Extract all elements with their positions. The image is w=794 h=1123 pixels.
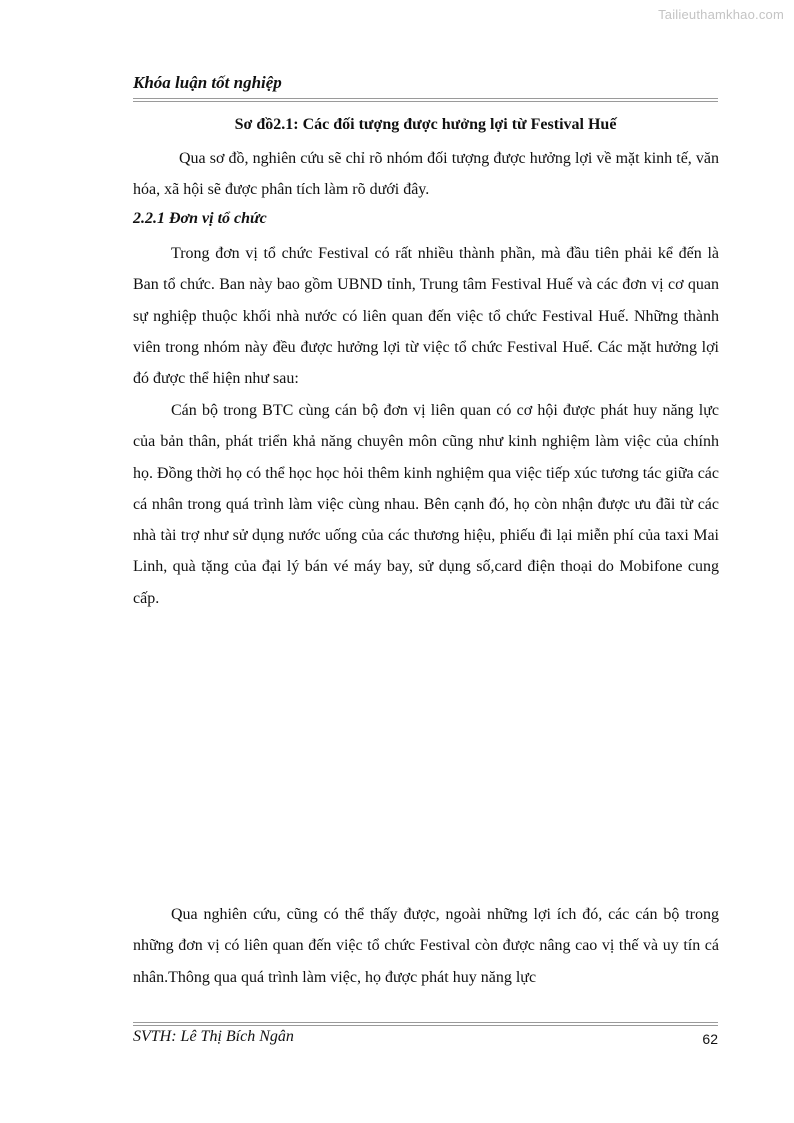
diagram-caption: Sơ đồ2.1: Các đối tượng được hưởng lợi từ Festival Huế: [234, 116, 617, 133]
body-paragraph-benefits: Cán bộ trong BTC cùng cán bộ đơn vị liên quan có cơ hội được phát huy năng lực của bản thân, phát triển khả năng chuyên môn cũng như kinh nghiệm làm việc của chính họ. Đồng thời họ có thể học học hỏi thêm kinh nghiệm qua việc tiếp xúc tương tác giữa các cá nhân trong quá trình làm việc cùng nhau. Bên cạnh đó, họ còn nhận được ưu đãi từ các nhà tài trợ như sử dụng nước uống của các thương hiệu, phiếu đi lại miễn phí của taxi Mai Linh, quà tặng của đại lý bán vé máy bay, sử dụng số,card điện thoại do Mobifone cung cấp.: [133, 402, 719, 607]
watermark: Tailieuthamkhao.com: [658, 7, 784, 22]
footer-rule-secondary: [133, 1025, 718, 1026]
body-paragraph-organizers: Trong đơn vị tổ chức Festival có rất nhiều thành phần, mà đầu tiên phải kể đến là Ban tổ chức. Ban này bao gồm UBND tỉnh, Trung tâm Festival Huế và các đơn vị cơ quan sự nghiệp thuộc khối nhà nước có liên quan đến việc tổ chức Festival Huế. Những thành viên trong nhóm này đều được hưởng lợi từ việc tổ chức Festival Huế. Các mặt hưởng lợi đó được thể hiện như sau:: [133, 245, 719, 388]
footer-author: SVTH: Lê Thị Bích Ngân: [133, 1028, 294, 1045]
page-number: 62: [702, 1031, 718, 1047]
header-rule: [133, 98, 718, 99]
section-heading: 2.2.1 Đơn vị tổ chức: [133, 210, 267, 227]
intro-paragraph: Qua sơ đồ, nghiên cứu sẽ chỉ rõ nhóm đối tượng được hưởng lợi về mặt kinh tế, văn hóa, xã hội sẽ được phân tích làm rõ dưới đây.: [133, 150, 719, 199]
footer-rule: [133, 1022, 718, 1023]
running-header: Khóa luận tốt nghiệp: [133, 73, 282, 92]
body-paragraph-reputation: Qua nghiên cứu, cũng có thể thấy được, ngoài những lợi ích đó, các cán bộ trong những đơn vị có liên quan đến việc tổ chức Festival còn được nâng cao vị thế và uy tín cá nhân.Thông qua quá trình làm việc, họ được phát huy năng lực: [133, 906, 719, 986]
header-rule-secondary: [133, 101, 718, 102]
